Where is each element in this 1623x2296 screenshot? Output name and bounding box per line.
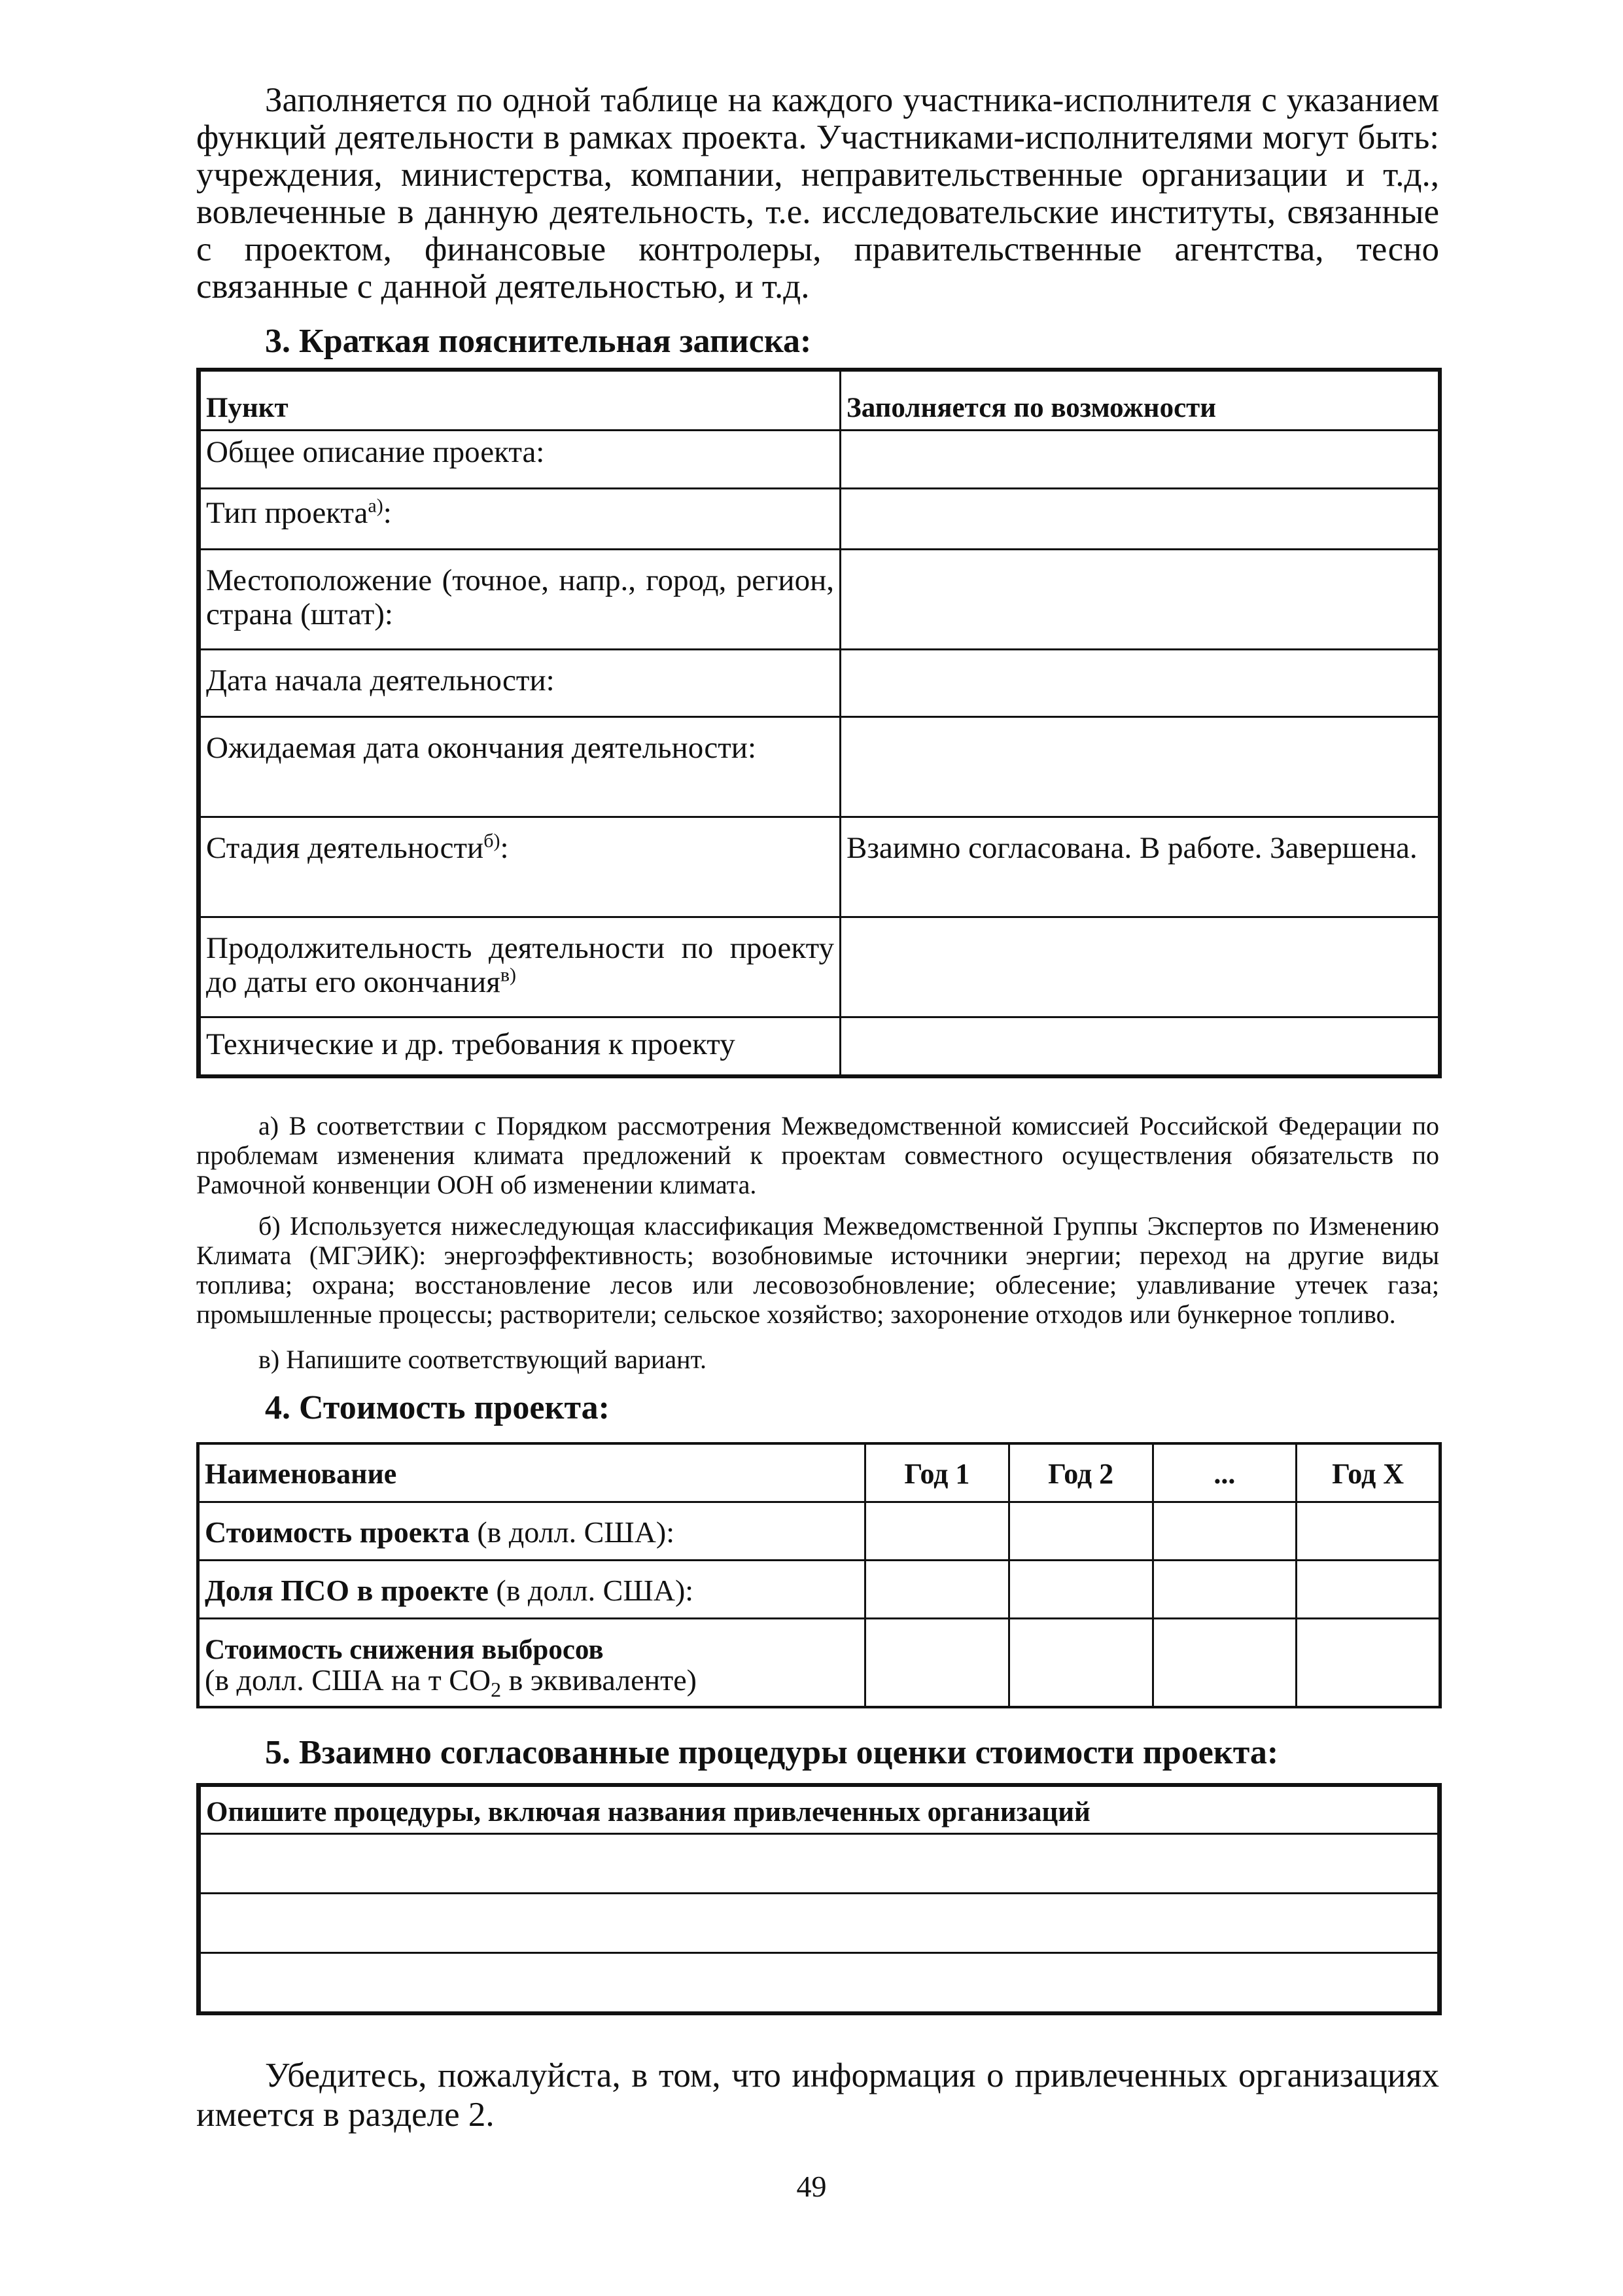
row-value-cell[interactable] (841, 717, 1440, 817)
table-row (199, 1953, 1440, 2014)
row-value-cell[interactable] (841, 489, 1440, 550)
table-header-row (199, 370, 1440, 431)
procedures-entry-cell[interactable] (199, 1953, 1440, 2014)
cost-cell[interactable] (1009, 1619, 1153, 1708)
header-year-x: Год X (1297, 1443, 1440, 1502)
header-year-2: Год 2 (1009, 1443, 1153, 1502)
table-row (199, 1894, 1440, 1953)
stage-value: Взаимно согласована. В работе. Завершена. (841, 817, 1440, 917)
procedures-header: Опишите процедуры, включая названия привлеченных организаций (199, 1785, 1440, 1834)
page-content (196, 82, 1439, 2134)
row-label: Общее описание проекта: (199, 431, 841, 489)
table-row (199, 650, 1440, 717)
table-row (198, 1561, 1440, 1619)
cost-cell[interactable] (1009, 1561, 1153, 1619)
intro-paragraph: Заполняется по одной таблице на каждого участника-исполнителя с указанием функций деятельности в рамках проекта. Участниками-исполнителями могут быть: учреждения, министерства, компании, неправительственные организации и т.д., вовлеченные в данную деятельность, т.е. исследовательские институты, связанные с проектом, финансовые контролеры, правительственные агентства, тесно связанные с данной деятельностью, и т.д. (196, 81, 1439, 306)
footnote-ref: а) (368, 495, 383, 517)
table-row (199, 717, 1440, 817)
closing-paragraph: Убедитесь, пожалуйста, в том, что информация о привлеченных организациях имеется в разделе 2. (196, 2057, 1439, 2134)
section-5-heading: 5. Взаимно согласованные процедуры оценки стоимости проекта: (265, 1734, 1279, 1771)
row-label: Доля ПСО в проекте (в долл. США): (198, 1561, 865, 1619)
cost-cell[interactable] (865, 1502, 1009, 1561)
table-row (199, 1834, 1440, 1894)
footnote-ref: в) (500, 964, 516, 986)
row-label: Стадия деятельности$^{б)}$: (199, 817, 841, 917)
header-fill: Заполняется по возможности (841, 370, 1440, 431)
row-label: Ожидаемая дата окончания деятельности: (199, 717, 841, 817)
cost-cell[interactable] (865, 1619, 1009, 1708)
table-row (199, 550, 1440, 650)
table-row (199, 489, 1440, 550)
row-value-cell[interactable] (841, 431, 1440, 489)
row-value-cell[interactable] (841, 1017, 1440, 1077)
row-label: Стоимость проекта (в долл. США): (198, 1502, 865, 1561)
header-name: Наименование (198, 1443, 865, 1502)
row-value-cell[interactable] (841, 550, 1440, 650)
table-row (199, 431, 1440, 489)
table-header-row (199, 1785, 1440, 1834)
section-3-heading: 3. Краткая пояснительная записка: (265, 323, 812, 360)
cost-cell[interactable] (1153, 1561, 1297, 1619)
cost-cell[interactable] (1153, 1502, 1297, 1561)
procedures-entry-cell[interactable] (199, 1834, 1440, 1894)
table-header-row (198, 1443, 1440, 1502)
row-label: Продолжительность деятельности по проекту до даты его окончания$^{в)}$ (199, 917, 841, 1017)
footnote-v: в) Напишите соответствующий вариант. (258, 1345, 707, 1374)
project-cost-table (196, 1442, 1442, 1708)
table-row (198, 1619, 1440, 1708)
explanatory-note-table (196, 368, 1442, 1078)
table-row (199, 917, 1440, 1017)
cost-cell[interactable] (1009, 1502, 1153, 1561)
table-row (199, 817, 1440, 917)
footnotes (196, 1111, 1439, 1374)
footnote-a: а) В соответствии с Порядком рассмотрения Межведомственной комиссией Российской Федерации по проблемам изменения климата предложений к проектам совместного осуществления обязательств по Рамочной конвенции ООН об изменении климата. (196, 1111, 1439, 1199)
header-item: Пункт (199, 370, 841, 431)
header-year-1: Год 1 (865, 1443, 1009, 1502)
row-label: Дата начала деятельности: (199, 650, 841, 717)
row-label: Местоположение (точное, напр., город, регион, страна (штат): (199, 550, 841, 650)
procedures-entry-cell[interactable] (199, 1894, 1440, 1953)
section-4-heading: 4. Стоимость проекта: (265, 1389, 610, 1426)
cost-cell[interactable] (865, 1561, 1009, 1619)
row-value-cell[interactable] (841, 650, 1440, 717)
row-label: Стоимость снижения выбросов (в долл. США на т $CO_2$ в эквиваленте) (198, 1619, 865, 1708)
cost-cell[interactable] (1297, 1561, 1440, 1619)
cost-cell[interactable] (1297, 1502, 1440, 1561)
header-ellipsis: ... (1153, 1443, 1297, 1502)
page-number: 49 (796, 2170, 827, 2203)
cost-cell[interactable] (1297, 1619, 1440, 1708)
row-value-cell[interactable] (841, 917, 1440, 1017)
footnote-ref: б) (483, 830, 500, 852)
cost-cell[interactable] (1153, 1619, 1297, 1708)
row-label: Технические и др. требования к проекту (199, 1017, 841, 1077)
table-row (199, 1017, 1440, 1077)
table-row (198, 1502, 1440, 1561)
row-label: Тип проекта$^{а)}$: (199, 489, 841, 550)
footnote-b: б) Используется нижеследующая классификация Межведомственной Группы Экспертов по Изменению Климата (МГЭИК): энергоэффективность; возобновимые источники энергии; переход на другие виды топлива; охрана; восстановление лесов или лесовозобновление; облесение; улавливание утечек газа; промышленные процессы; растворители; сельское хозяйство; захоронение отходов или бункерное топливо. (196, 1211, 1439, 1329)
cost-procedures-table (196, 1783, 1442, 2015)
